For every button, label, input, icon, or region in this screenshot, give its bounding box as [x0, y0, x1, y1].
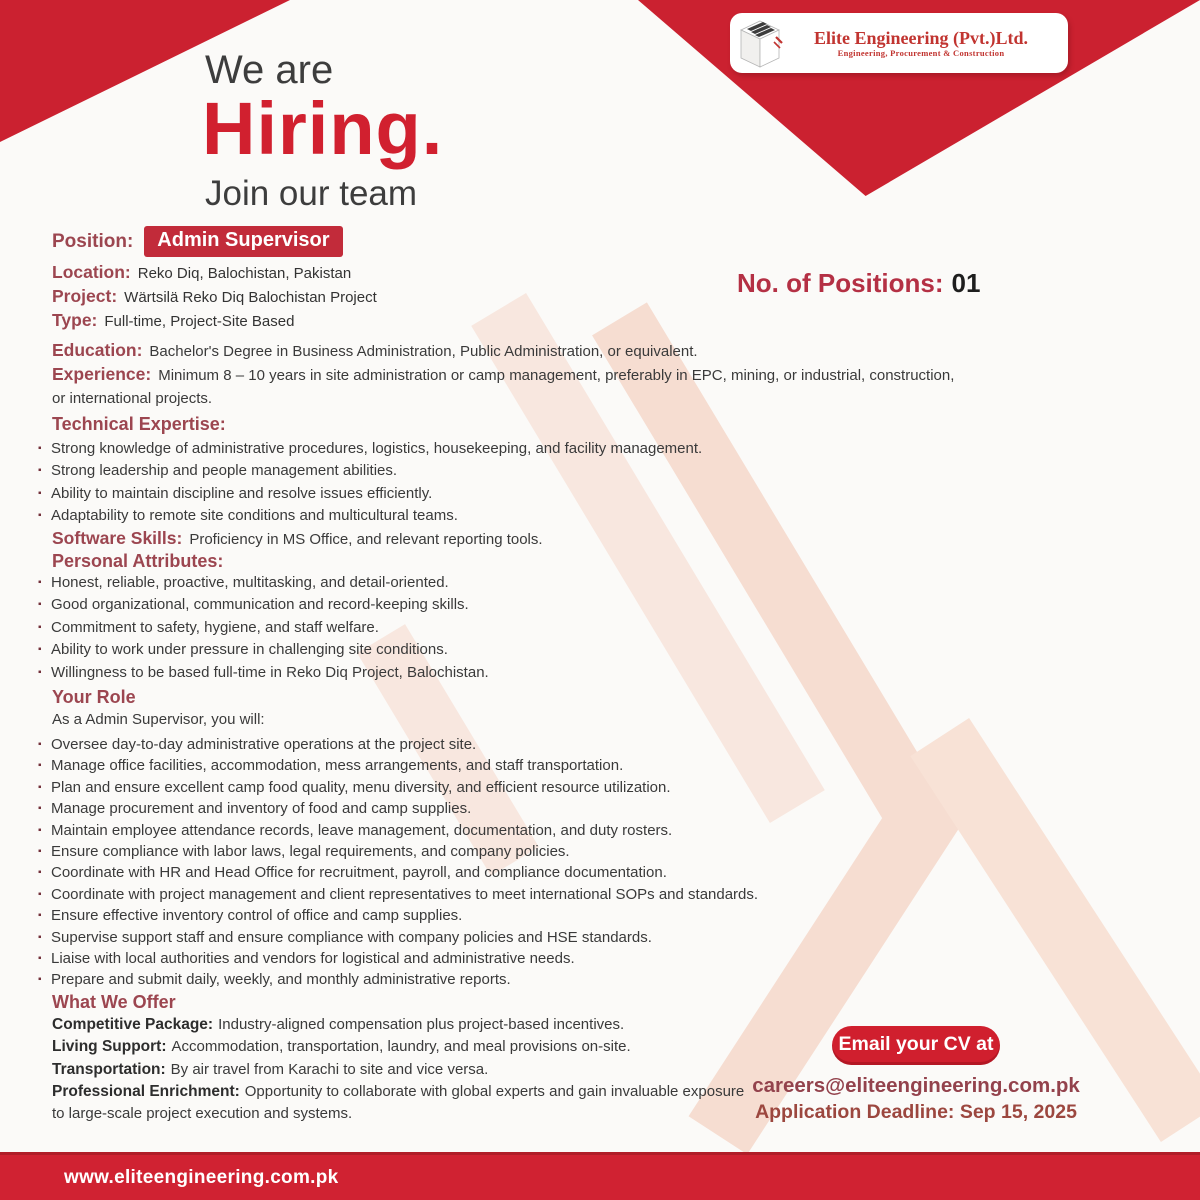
list-item-text: Supervise support staff and ensure compliance with company policies and HSE standards. [51, 928, 652, 946]
positions-count-value: 01 [951, 268, 981, 298]
bullet-icon: ▪ [38, 824, 42, 836]
pair-label: Type: [52, 310, 98, 331]
bullet-icon: ▪ [38, 803, 42, 815]
apply-block [742, 1026, 1090, 1124]
bullet-icon: ▪ [38, 443, 42, 454]
list-item-text: Commitment to safety, hygiene, and staff welfare. [51, 618, 379, 636]
email-cv-button[interactable]: Email your CV at [832, 1026, 1000, 1065]
list-item-text: Good organizational, communication and record-keeping skills. [51, 596, 469, 614]
bullet-icon: ▪ [38, 846, 42, 858]
list-item-text: Honest, reliable, proactive, multitasking, and detail-oriented. [51, 574, 449, 591]
list-item [38, 777, 758, 798]
list-item-text: Ability to maintain discipline and resolve issues efficiently. [51, 484, 433, 502]
experience-text: Minimum 8 – 10 years in site administration or camp management, preferably in EPC, mining, or industrial, construction, [158, 367, 955, 384]
section-heading-personal-attributes: Personal Attributes: [52, 551, 224, 571]
bullet-icon: ▪ [38, 666, 42, 678]
education-text: Bachelor's Degree in Business Administration, Public Administration, or equivalent. [149, 343, 698, 360]
personal-attributes-list [38, 572, 489, 684]
education-line [52, 340, 698, 361]
experience-line [52, 364, 954, 385]
section-heading-technical-expertise: Technical Expertise: [52, 414, 226, 434]
list-item-text: Adaptability to remote site conditions and multicultural teams. [51, 507, 458, 525]
list-item-text: Plan and ensure excellent camp food quality, menu diversity, and efficient resource utilization. [51, 778, 671, 796]
list-item [38, 662, 489, 684]
list-item [38, 734, 758, 755]
bullet-icon: ▪ [38, 931, 42, 943]
pair-row [52, 1036, 747, 1058]
list-item [38, 820, 758, 841]
pair-row [52, 1059, 747, 1081]
pair-label: Competitive Package: [52, 1016, 214, 1033]
pair-value: By air travel from Karachi to site and vice versa. [170, 1060, 489, 1078]
brand-text [784, 28, 1058, 58]
list-item-text: Ability to work under pressure in challenging site conditions. [51, 641, 448, 659]
pair-value: Reko Diq, Balochistan, Pakistan [137, 265, 352, 282]
list-item [38, 884, 758, 905]
pair-value: Accommodation, transportation, laundry, and meal provisions on-site. [171, 1038, 631, 1056]
education-label: Education: [52, 340, 143, 360]
pair-label: Living Support: [52, 1038, 167, 1056]
list-item [38, 862, 758, 883]
section-heading-your-role: Your Role [52, 687, 136, 707]
list-item [38, 798, 758, 819]
brand-logo [730, 13, 1068, 73]
position-badge: Admin Supervisor [144, 226, 342, 257]
footer-bar [0, 1152, 1200, 1200]
pair-value: Full-time, Project-Site Based [104, 313, 295, 331]
list-item [38, 460, 702, 482]
bullet-icon: ▪ [38, 888, 42, 900]
role-intro: As a Admin Supervisor, you will: [52, 711, 265, 728]
bullet-icon: ▪ [38, 739, 42, 750]
bullet-icon: ▪ [38, 577, 42, 588]
pair-row [52, 1014, 747, 1036]
pair-row [52, 285, 377, 309]
software-skills-label: Software Skills: [52, 528, 183, 548]
pair-row [52, 309, 377, 333]
list-item-text: Prepare and submit daily, weekly, and monthly administrative reports. [51, 971, 511, 989]
list-item-text: Oversee day-to-day administrative operations at the project site. [51, 736, 477, 753]
pair-row [52, 1081, 747, 1126]
cube-logo-icon [736, 15, 784, 71]
list-item-text: Ensure effective inventory control of office and camp supplies. [51, 907, 463, 925]
brand-tagline: Engineering, Procurement & Construction [837, 48, 1005, 58]
software-skills-line [52, 528, 543, 549]
offer-list [52, 1014, 747, 1125]
pair-label: Location: [52, 262, 131, 282]
pair-row [52, 261, 377, 285]
bullet-icon: ▪ [38, 644, 42, 656]
list-item [38, 617, 489, 639]
application-deadline: Application Deadline: Sep 15, 2025 [755, 1101, 1077, 1123]
pair-label: Professional Enrichment: [52, 1082, 240, 1100]
list-item-text: Ensure compliance with labor laws, legal requirements, and company policies. [51, 843, 570, 861]
role-duties-list [38, 734, 758, 991]
email-address[interactable]: careers@eliteengineering.com.pk [752, 1074, 1080, 1097]
bullet-icon: ▪ [38, 760, 42, 772]
experience-text-continued: or international projects. [52, 390, 213, 407]
pair-label: Project: [52, 286, 118, 307]
bullet-icon: ▪ [38, 465, 42, 477]
pair-label: Transportation: [52, 1060, 166, 1078]
list-item-text: Strong knowledge of administrative procedures, logistics, housekeeping, and facility management. [51, 440, 703, 457]
experience-label: Experience: [52, 364, 152, 384]
list-item-text: Coordinate with project management and client representatives to meet international SOPs and standards. [51, 885, 759, 903]
pair-value: Wärtsilä Reko Diq Balochistan Project [124, 289, 377, 307]
list-item [38, 969, 758, 990]
list-item-text: Willingness to be based full-time in Reko Diq Project, Balochistan. [51, 663, 489, 681]
bullet-icon: ▪ [38, 781, 42, 793]
bullet-icon: ▪ [38, 510, 42, 522]
list-item-text: Manage office facilities, accommodation, mess arrangements, and staff transportation. [51, 757, 624, 775]
list-item-text: Maintain employee attendance records, leave management, documentation, and duty rosters. [51, 821, 673, 839]
list-item [38, 841, 758, 862]
headline-we-are: We are [205, 48, 334, 92]
software-skills-text: Proficiency in MS Office, and relevant reporting tools. [189, 531, 543, 548]
list-item-text: Strong leadership and people management abilities. [51, 462, 398, 480]
list-item [38, 438, 702, 460]
list-item [38, 927, 758, 948]
list-item [38, 483, 702, 505]
list-item [38, 572, 489, 594]
website-link[interactable]: www.eliteengineering.com.pk [64, 1166, 339, 1188]
position-row [52, 226, 343, 257]
list-item [38, 594, 489, 616]
bullet-icon: ▪ [38, 867, 42, 879]
pair-value: Opportunity to collaborate with global experts and gain invaluable exposure to large-scale project execution and systems. [52, 1082, 745, 1123]
list-item [38, 755, 758, 776]
list-item-text: Manage procurement and inventory of food and camp supplies. [51, 800, 472, 818]
positions-count [737, 268, 980, 299]
list-item [38, 948, 758, 969]
list-item-text: Coordinate with HR and Head Office for recruitment, payroll, and compliance documentation. [51, 864, 667, 882]
pair-value: Industry-aligned compensation plus project-based incentives. [218, 1016, 625, 1033]
list-item-text: Liaise with local authorities and vendors for logistical and administrative needs. [51, 950, 575, 968]
technical-expertise-list [38, 438, 702, 528]
list-item [38, 505, 702, 527]
bullet-icon: ▪ [38, 953, 42, 965]
list-item [38, 905, 758, 926]
position-label: Position: [52, 230, 134, 252]
brand-name: Elite Engineering (Pvt.)Ltd. [814, 28, 1028, 48]
bullet-icon: ▪ [38, 599, 42, 611]
bullet-icon: ▪ [38, 621, 42, 633]
headline-join-team: Join our team [205, 174, 418, 213]
section-heading-what-we-offer: What We Offer [52, 992, 176, 1012]
bullet-icon: ▪ [38, 974, 42, 986]
bullet-icon: ▪ [38, 910, 42, 922]
meta-block [52, 261, 377, 334]
headline-hiring: Hiring. [202, 87, 444, 170]
list-item [38, 639, 489, 661]
bullet-icon: ▪ [38, 487, 42, 499]
positions-count-label: No. of Positions: [737, 268, 944, 298]
